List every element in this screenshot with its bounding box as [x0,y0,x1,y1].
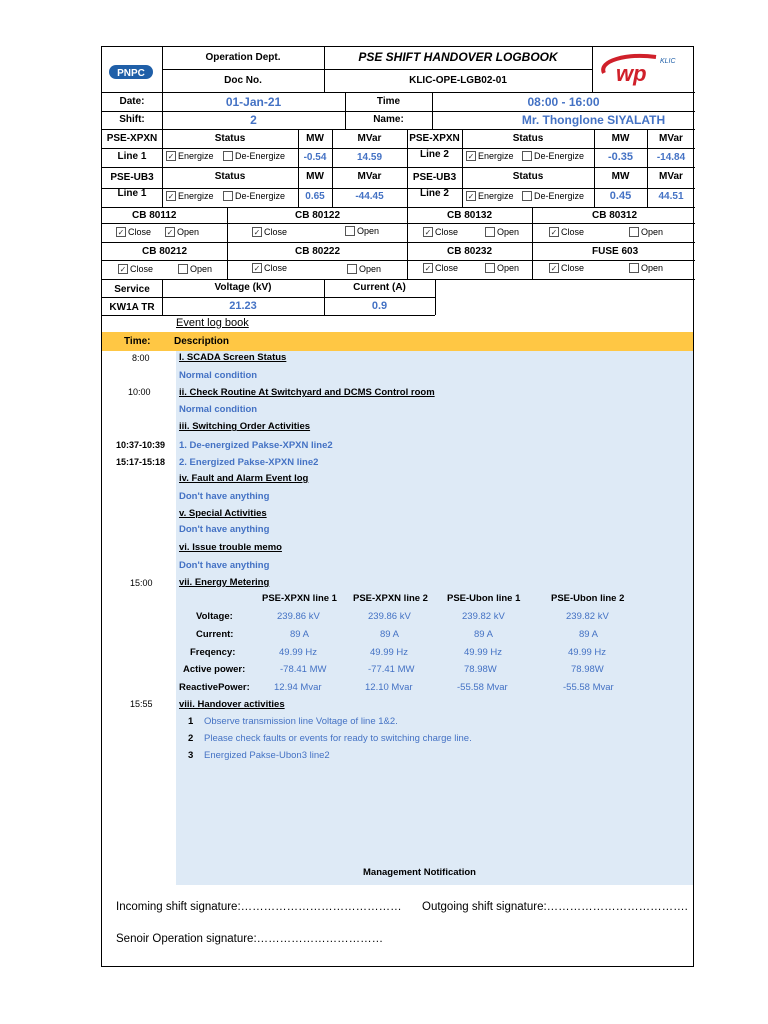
ub1-energize[interactable]: ✓ Energize [167,191,214,201]
handover-number: 3 [188,750,194,761]
meter-value: -77.41 MW [368,664,415,675]
meter-value: 49.99 Hz [370,647,409,658]
event-log-title: Event log book [176,317,249,329]
log-heading: ii. Check Routine At Switchyard and DCMS Control room [179,387,435,398]
mvar-header: MVar [357,171,382,182]
breaker-label: FUSE 603 [592,246,639,257]
cb80222-close[interactable]: ✓ Close [253,263,288,273]
klic-logo [596,51,686,87]
cb80112-open[interactable]: ✓ Open [166,227,200,237]
handover-item: Please check faults or events for ready to switching charge line. [204,733,472,744]
meter-value: 89 A [290,629,310,640]
meter-value: 89 A [474,629,494,640]
cb80312-open[interactable]: Open [629,227,663,237]
handover-item: Energized Pakse-Ubon3 line2 [204,750,330,761]
ub1-de-energize[interactable]: De-Energize [223,191,285,201]
meter-value: 12.10 Mvar [365,682,413,693]
xpxn2-mw: -0.35 [607,151,634,163]
ub1-mw: 0.65 [305,191,325,202]
meter-value: -78.41 MW [280,664,327,675]
log-note: 2. Energized Pakse-XPXN line2 [179,457,319,468]
xpxn2-energize[interactable]: ✓ Energize [467,151,514,161]
breaker-label: CB 80122 [295,210,341,221]
meter-value: 89 A [380,629,400,640]
ub2-mw: 0.45 [609,190,632,202]
date-label: Date: [119,96,145,107]
cb80222-open[interactable]: Open [347,264,381,274]
log-heading: vi. Issue trouble memo [179,542,282,553]
xpxn1-energize[interactable]: ✓ Energize [167,151,214,161]
meter-row-label: Active power: [183,664,246,675]
svg-text:wp: wp [616,61,647,86]
cb80122-open[interactable]: Open [345,226,379,236]
meter-row-label: Freqency: [190,647,236,658]
breaker-label: CB 80112 [132,210,177,221]
cb80232-close[interactable]: ✓ Close [424,263,459,273]
log-time: 8:00 [132,353,150,363]
meter-value: 78.98W [571,664,604,675]
meter-value: 49.99 Hz [464,647,503,658]
mvar-header: MVar [659,171,683,182]
operator-name: Mr. Thonglone SIYALATH [521,113,666,127]
senior-signature: Senoir Operation signature:…………………………… [116,933,384,945]
log-heading: iv. Fault and Alarm Event log [179,473,309,484]
xpxn2-line: Line 2 [420,149,449,160]
log-time: 15:00 [130,578,153,588]
xpxn2-name: PSE-XPXN [409,133,460,144]
mw-header: MW [306,171,324,182]
outgoing-signature: Outgoing shift signature:………………………………. [422,901,688,913]
xpxn2-mvar: -14.84 [656,152,686,163]
ub1-line: Line 1 [117,188,147,199]
meter-value: 78.98W [464,664,497,675]
xpxn1-mvar: 14.59 [356,152,383,163]
mvar-header: MVar [357,133,382,144]
service-label: Service [114,284,150,295]
time-value: 08:00 - 16:00 [527,95,600,109]
pnpc-logo [106,57,156,87]
cb80132-open[interactable]: Open [485,227,519,237]
meter-value: -55.58 Mvar [563,682,614,693]
ub2-name: PSE-UB3 [412,172,457,183]
log-heading: vii. Energy Metering [179,577,270,588]
date-value: 01-Jan-21 [225,95,282,109]
management-notification: Management Notification [363,867,476,878]
log-time: 15:55 [130,699,153,709]
cb80112-close[interactable]: ✓ Close [117,227,152,237]
svg-text:KLIC: KLIC [660,58,676,65]
description-header: Description [174,336,230,347]
log-time: 10:00 [128,387,151,397]
log-note: 1. De-energized Pakse-XPXN line2 [179,440,333,451]
log-note: Don't have anything [179,524,270,535]
fuse603-close[interactable]: ✓ Close [550,263,585,273]
breaker-label: CB 80222 [295,246,341,257]
handover-item: Observe transmission line Voltage of line 1&2. [204,716,398,727]
status-header: Status [512,171,544,182]
meter-row-label: Current: [196,629,234,640]
cb80132-close[interactable]: ✓ Close [424,227,459,237]
voltage-label: Voltage (kV) [214,282,272,293]
mw-header: MW [611,171,630,182]
incoming-signature: Incoming shift signature:…………………………………… [116,901,402,913]
meter-value: 239.82 kV [566,611,609,622]
cb80312-close[interactable]: ✓ Close [550,227,585,237]
log-note: Don't have anything [179,560,270,571]
meter-value: 239.82 kV [462,611,505,622]
cb80232-open[interactable]: Open [485,263,519,273]
ub2-de-energize[interactable]: De-Energize [522,191,584,201]
cb80212-close[interactable]: ✓ Close [119,264,154,274]
ub1-name: PSE-UB3 [110,172,154,183]
meter-value: 12.94 Mvar [274,682,322,693]
logbook-sheet [101,46,694,967]
status-header: Status [214,171,246,182]
meter-col-header: PSE-Ubon line 1 [447,593,521,604]
logbook-title: PSE SHIFT HANDOVER LOGBOOK [358,50,558,64]
meter-value: -55.58 Mvar [457,682,508,693]
cb80122-close[interactable]: ✓ Close [253,227,288,237]
ub2-mvar: 44.51 [658,191,684,202]
log-note: Normal condition [179,404,258,415]
breaker-label: CB 80132 [447,210,493,221]
name-label: Name: [373,114,404,125]
meter-col-header: PSE-XPXN line 1 [262,593,337,604]
mvar-header: MVar [659,133,683,144]
doc-no: KLIC-OPE-LGB02-01 [409,75,507,86]
current-label: Current (A) [353,282,406,293]
meter-col-header: PSE-XPXN line 2 [353,593,428,604]
xpxn2-de-energize[interactable]: De-Energize [522,151,584,161]
log-note: Don't have anything [179,491,270,502]
xpxn1-line: Line 1 [117,151,147,162]
breaker-label: CB 80212 [142,246,188,257]
meter-row-label: ReactivePower: [179,682,250,693]
time-header: Time: [124,336,151,347]
status-header: Status [512,133,544,144]
mw-header: MW [306,133,324,144]
log-heading: I. SCADA Screen Status [179,352,287,363]
dept-label: Operation Dept. [205,52,281,63]
handover-number: 2 [188,733,194,744]
fuse603-open[interactable]: Open [629,263,663,273]
status-header: Status [214,133,246,144]
log-time: 10:37-10:39 [116,440,166,450]
ub2-line: Line 2 [420,188,449,199]
ub1-mvar: -44.45 [355,191,384,202]
log-time: 15:17-15:18 [116,457,166,467]
shift-label: Shift: [119,114,145,125]
time-label: Time [376,96,401,107]
log-note: Normal condition [179,370,258,381]
xpxn1-mw: -0.54 [303,152,327,163]
handover-number: 1 [188,716,194,727]
ub2-energize[interactable]: ✓ Energize [467,191,514,201]
mw-header: MW [611,133,630,144]
breaker-label: CB 80312 [592,210,638,221]
service-voltage: 21.23 [229,300,257,312]
svg-text:PNPC: PNPC [117,68,145,79]
meter-value: 239.86 kV [277,611,320,622]
meter-value: 49.99 Hz [568,647,607,658]
service-name: KW1A TR [109,302,155,313]
log-heading: viii. Handover activities [179,699,285,710]
xpxn1-name: PSE-XPXN [106,133,158,144]
meter-value: 239.86 kV [368,611,411,622]
log-heading: v. Special Activities [179,508,267,519]
meter-col-header: PSE-Ubon line 2 [551,593,625,604]
service-current: 0.9 [371,300,388,312]
meter-row-label: Voltage: [196,611,233,622]
shift-value: 2 [250,113,257,127]
meter-value: 89 A [579,629,599,640]
meter-value: 49.99 Hz [279,647,318,658]
doc-no-label: Doc No. [224,75,262,86]
log-heading: iii. Switching Order Activities [179,421,311,432]
cb80212-open[interactable]: Open [178,264,212,274]
breaker-label: CB 80232 [447,246,493,257]
xpxn1-de-energize[interactable]: De-Energize [223,151,285,161]
